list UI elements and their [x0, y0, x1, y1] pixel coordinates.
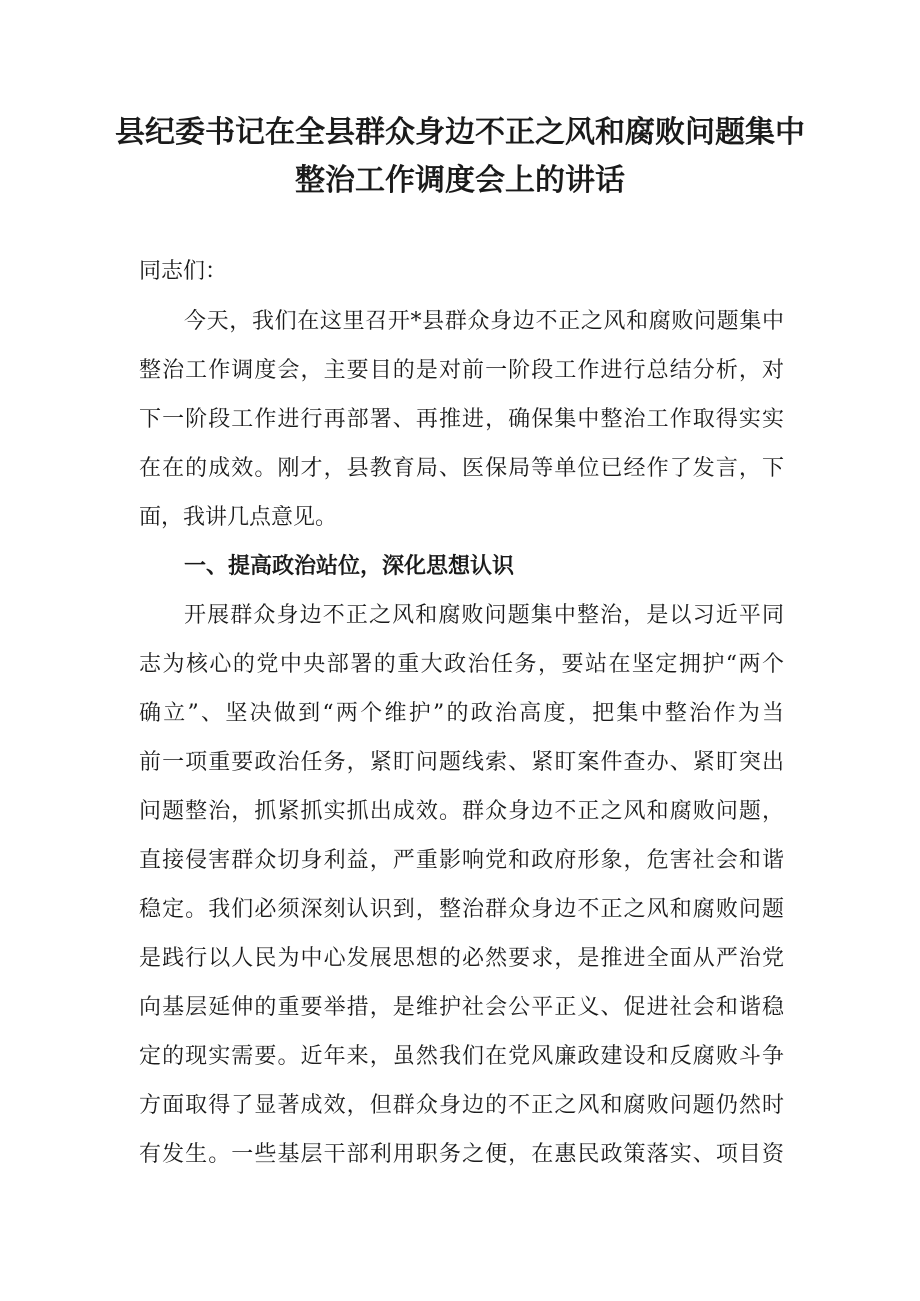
section-line: 稳定。我们必须深刻认识到，整治群众身边不正之风和腐败问题 [139, 897, 784, 922]
section-line: 定的现实需要。近年来，虽然我们在党风廉政建设和反腐败斗争 [139, 1044, 784, 1069]
section-line: 志为核心的党中央部署的重大政治任务，要站在坚定拥护“两个 [139, 652, 784, 677]
intro-line: 整治工作调度会，主要目的是对前一阶段工作进行总结分析，对 [139, 358, 784, 383]
section-line: 问题整治，抓紧抓实抓出成效。群众身边不正之风和腐败问题， [139, 799, 784, 824]
section-line: 开展群众身边不正之风和腐败问题集中整治，是以习近平同 [184, 603, 784, 628]
section-heading: 一、提高政治站位，深化思想认识 [184, 554, 515, 579]
section-line: 确立”、坚决做到“两个维护”的政治高度，把集中整治作为当 [139, 701, 784, 726]
intro-line: 下一阶段工作进行再部署、再推进，确保集中整治工作取得实实 [139, 407, 784, 432]
intro-line: 在在的成效。刚才，县教育局、医保局等单位已经作了发言，下 [139, 456, 784, 481]
document-title-line-1: 县纪委书记在全县群众身边不正之风和腐败问题集中 [115, 115, 805, 150]
section-line: 向基层延伸的重要举措，是维护社会公平正义、促进社会和谐稳 [139, 995, 784, 1020]
intro-line: 今天，我们在这里召开*县群众身边不正之风和腐败问题集中 [184, 309, 784, 334]
section-line: 前一项重要政治任务，紧盯问题线索、紧盯案件查办、紧盯突出 [139, 750, 784, 775]
document-title-line-2: 整治工作调度会上的讲话 [295, 163, 625, 198]
section-line: 方面取得了显著成效，但群众身边的不正之风和腐败问题仍然时 [139, 1093, 784, 1118]
section-line: 是践行以人民为中心发展思想的必然要求，是推进全面从严治党 [139, 946, 784, 971]
section-line: 有发生。一些基层干部利用职务之便，在惠民政策落实、项目资 [139, 1142, 784, 1167]
section-line: 直接侵害群众切身利益，严重影响党和政府形象，危害社会和谐 [139, 848, 784, 873]
salutation: 同志们： [139, 259, 228, 284]
intro-line: 面，我讲几点意见。 [139, 505, 338, 530]
